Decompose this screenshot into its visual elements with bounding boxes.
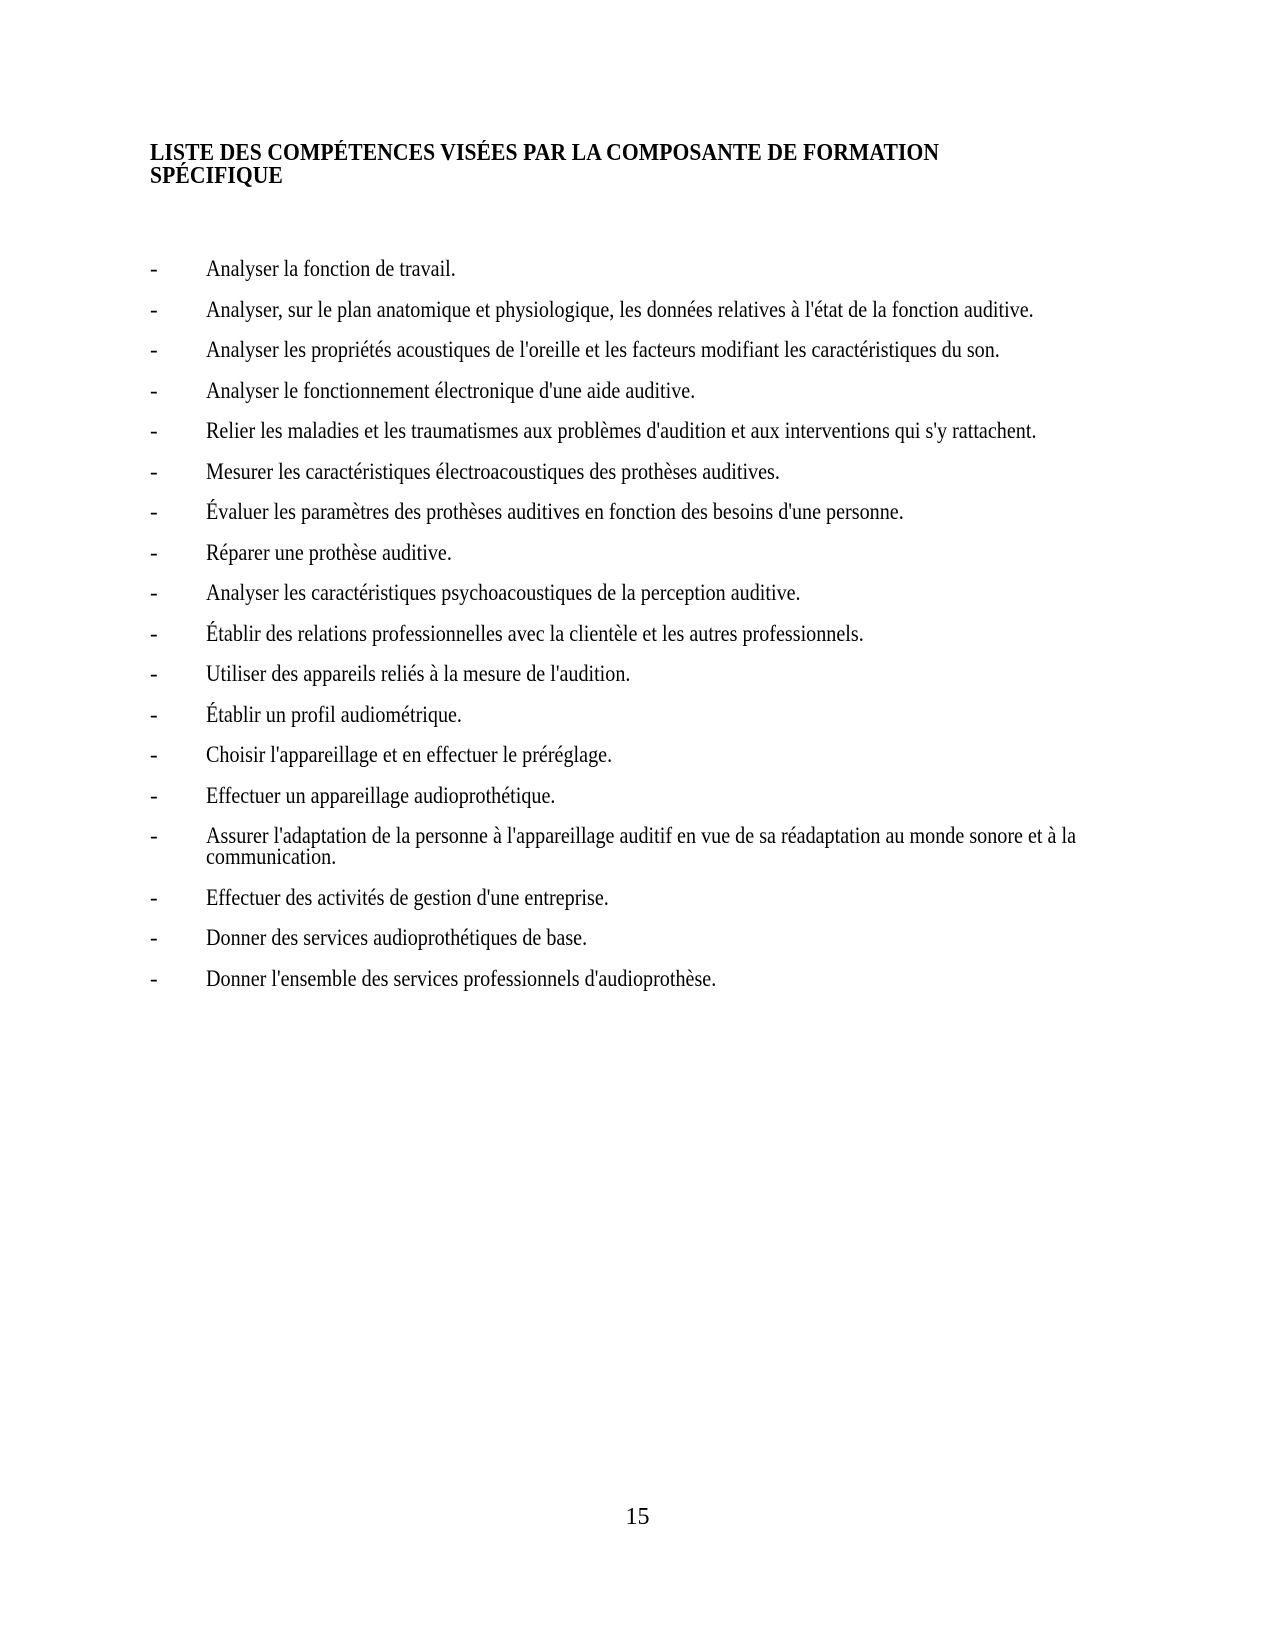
list-bullet: - <box>150 580 158 605</box>
list-item <box>150 701 1130 727</box>
list-item-text: Donner des services audioprothétiques de base. <box>206 925 588 950</box>
list-item-text: Analyser les propriétés acoustiques de l'oreille et les facteurs modifiant les caractéristiques du son. <box>206 337 1000 362</box>
list-item <box>150 620 1130 646</box>
list-item-text: Choisir l'appareillage et en effectuer le préréglage. <box>206 742 613 767</box>
list-bullet: - <box>150 620 158 646</box>
list-bullet: - <box>150 377 158 403</box>
list-item-text: Utiliser des appareils reliés à la mesure de l'audition. <box>206 661 631 686</box>
list-item-text: Analyser, sur le plan anatomique et physiologique, les données relatives à l'état de la fonction auditive. <box>206 296 1034 322</box>
list-item-text: Mesurer les caractéristiques électroacoustiques des prothèses auditives. <box>206 458 780 484</box>
list-bullet: - <box>150 256 158 281</box>
list-bullet: - <box>150 925 158 950</box>
list-item <box>150 927 1130 948</box>
list-item-text: Effectuer des activités de gestion d'une entreprise. <box>206 884 609 910</box>
list-item <box>150 825 1130 867</box>
list-item <box>150 258 1130 279</box>
list-item-text: Analyser la fonction de travail. <box>206 256 456 281</box>
list-bullet: - <box>150 884 158 910</box>
list-bullet: - <box>150 823 158 848</box>
list-item-text: Établir des relations professionnelles avec la clientèle et les autres professionnels. <box>206 620 864 646</box>
list-bullet: - <box>150 701 158 727</box>
list-item <box>150 339 1130 360</box>
list-bullet: - <box>150 296 158 322</box>
list-bullet: - <box>150 337 158 362</box>
list-item <box>150 582 1130 603</box>
list-bullet: - <box>150 661 158 686</box>
list-item-text: Analyser le fonctionnement électronique d'une aide auditive. <box>206 377 696 403</box>
list-item-text: Relier les maladies et les traumatismes aux problèmes d'audition et aux interventions qui s'y rattachent. <box>206 418 1037 443</box>
list-bullet: - <box>150 418 158 443</box>
list-item-text: Évaluer les paramètres des prothèses auditives en fonction des besoins d'une personne. <box>206 499 904 524</box>
list-item <box>150 420 1130 441</box>
list-bullet: - <box>150 499 158 524</box>
list-item <box>150 296 1130 322</box>
list-item <box>150 663 1130 684</box>
list-item-text: Analyser les caractéristiques psychoacoustiques de la perception auditive. <box>206 580 801 605</box>
list-item <box>150 377 1130 403</box>
list-bullet: - <box>150 742 158 767</box>
list-item <box>150 458 1130 484</box>
document-title: LISTE DES COMPÉTENCES VISÉES PAR LA COMPOSANTE DE FORMATION SPÉCIFIQUE <box>150 140 940 189</box>
list-item <box>150 744 1130 765</box>
list-item-text: Donner l'ensemble des services professionnels d'audioprothèse. <box>206 965 717 991</box>
list-bullet: - <box>150 965 158 991</box>
list-item <box>150 539 1130 565</box>
list-item-text: Effectuer un appareillage audioprothétique. <box>206 782 556 808</box>
page-number: 15 <box>625 1504 650 1530</box>
list-item <box>150 782 1130 808</box>
list-item-text: Assurer l'adaptation de la personne à l'appareillage auditif en vue de sa réadaptation au monde sonore et à la communication. <box>206 823 1077 869</box>
list-item-text: Établir un profil audiométrique. <box>206 701 462 727</box>
list-item-text: Réparer une prothèse auditive. <box>206 539 452 565</box>
competency-list <box>150 258 1130 1008</box>
list-item <box>150 884 1130 910</box>
list-bullet: - <box>150 458 158 484</box>
list-item <box>150 965 1130 991</box>
list-item <box>150 501 1130 522</box>
list-bullet: - <box>150 539 158 565</box>
list-bullet: - <box>150 782 158 808</box>
